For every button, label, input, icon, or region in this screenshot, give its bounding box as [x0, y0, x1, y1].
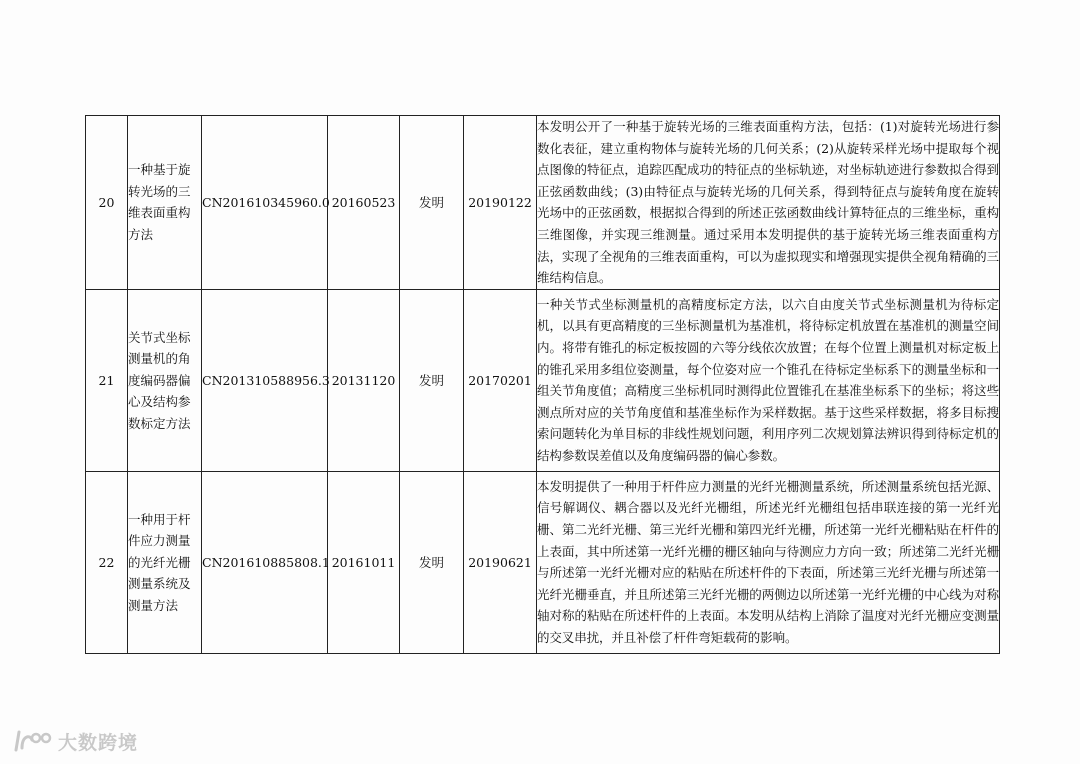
patent-table — [85, 115, 1000, 654]
patent-type: 发明 — [400, 471, 464, 653]
application-number: CN201610885808.1 — [202, 471, 328, 653]
patent-type: 发明 — [400, 116, 464, 290]
patent-title: 关节式坐标测量机的角度编码器偏心及结构参数标定方法 — [128, 289, 202, 471]
patent-title: 一种用于杆件应力测量的光纤光栅测量系统及测量方法 — [128, 471, 202, 653]
table-row — [86, 471, 1000, 653]
row-number: 20 — [86, 116, 128, 290]
application-date: 20161011 — [328, 471, 400, 653]
row-number: 22 — [86, 471, 128, 653]
publication-date: 20190621 — [464, 471, 537, 653]
patent-abstract: 一种关节式坐标测量机的高精度标定方法，以六自由度关节式坐标测量机为待标定机，以具有更高精度的三坐标测量机为基准机，将待标定机放置在基准机的测量空间内。将带有锥孔的标定板按圆的六等分线依次放置；在每个位置上测量机对标定板上的锥孔采用多组位姿测量，每个位姿对应一个锥孔在待标定坐标系下的测量坐标和一组关节角度值；高精度三坐标机同时测得此位置锥孔在基准坐标系下的坐标；将这些测点所对应的关节角度值和基准坐标作为采样数据。基于这些采样数据，将多目标搜索问题转化为单目标的非线性规划问题，利用序列二次规划算法辨识得到待标定机的结构参数误差值以及角度编码器的偏心参数。 — [537, 289, 1000, 471]
application-number: CN201310588956.3 — [202, 289, 328, 471]
publication-date: 20170201 — [464, 289, 537, 471]
application-date: 20131120 — [328, 289, 400, 471]
patent-title: 一种基于旋转光场的三维表面重构方法 — [128, 116, 202, 290]
application-date: 20160523 — [328, 116, 400, 290]
watermark — [12, 728, 138, 754]
application-number: CN201610345960.0 — [202, 116, 328, 290]
patent-abstract: 本发明公开了一种基于旋转光场的三维表面重构方法，包括：(1)对旋转光场进行参数化表征，建立重构物体与旋转光场的几何关系；(2)从旋转采样光场中提取每个视点图像的特征点，追踪匹配成功的特征点的坐标轨迹，对坐标轨迹进行参数拟合得到正弦函数曲线；(3)由特征点与旋转光场的几何关系，得到特征点与旋转角度在旋转光场中的正弦函数，根据拟合得到的所述正弦函数曲线计算特征点的三维坐标，重构三维图像，并实现三维测量。通过采用本发明提供的基于旋转光场三维表面重构方法，实现了全视角的三维表面重构，可以为虚拟现实和增强现实提供全视角精确的三维结构信息。 — [537, 116, 1000, 290]
watermark-text: 大数跨境 — [58, 731, 139, 754]
publication-date: 20190122 — [464, 116, 537, 290]
patent-abstract: 本发明提供了一种用于杆件应力测量的光纤光栅测量系统，所述测量系统包括光源、信号解调仪、耦合器以及光纤光栅组，所述光纤光栅组包括串联连接的第一光纤光栅、第二光纤光栅、第三光纤光栅和第四光纤光栅，所述第一光纤光栅粘贴在杆件的上表面，其中所述第一光纤光栅的栅区轴向与待测应力方向一致；所述第二光纤光栅与所述第一光纤光栅对应的粘贴在所述杆件的下表面，所述第三光纤光栅与所述第一光纤光栅垂直，并且所述第三光纤光栅的两侧边以所述第一光纤光栅的中心线为对称轴对称的粘贴在所述杆件的上表面。本发明从结构上消除了温度对光纤光栅应变测量的交叉串扰，并且补偿了杆件弯矩载荷的影响。 — [537, 471, 1000, 653]
table-row — [86, 116, 1000, 290]
patent-type: 发明 — [400, 289, 464, 471]
table-row — [86, 289, 1000, 471]
brand-logo-icon — [12, 728, 56, 754]
row-number: 21 — [86, 289, 128, 471]
